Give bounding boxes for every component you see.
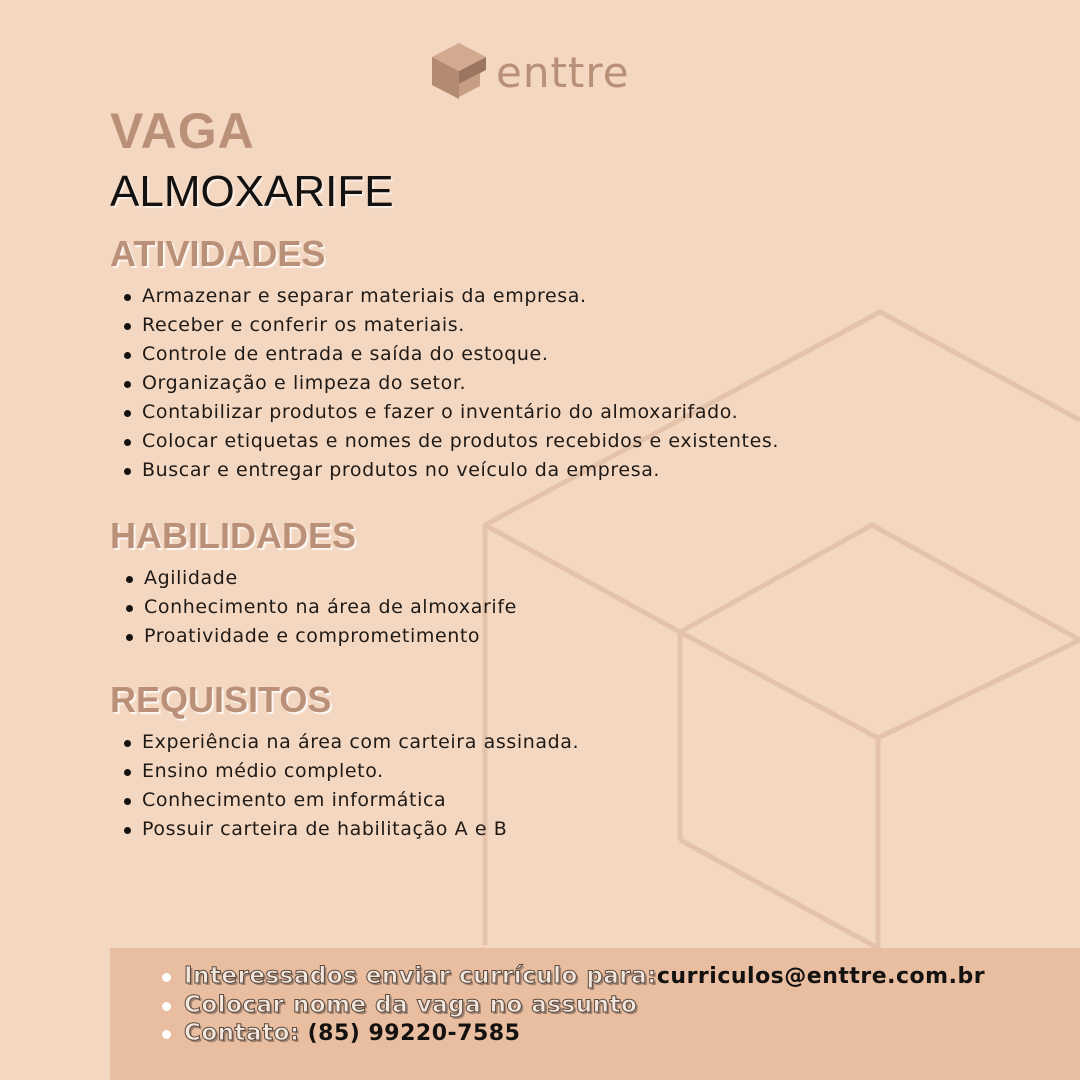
list-item: Controle de entrada e saída do estoque. — [122, 340, 779, 369]
phone-number[interactable]: (85) 99220-7585 — [307, 1021, 521, 1046]
footer-subject-item — [162, 991, 985, 1019]
requisitos-list — [110, 728, 579, 844]
requisitos-section — [110, 679, 580, 844]
habilidades-list — [110, 564, 517, 651]
email-link[interactable]: curriculos@enttre.com.br — [656, 964, 986, 989]
list-item: Agilidade — [124, 564, 517, 593]
vaga-label: VAGA — [110, 103, 255, 159]
footer-list — [162, 962, 985, 1048]
list-item: Colocar etiquetas e nomes de produtos recebidos e existentes. — [122, 427, 779, 456]
list-item: Armazenar e separar materiais da empresa. — [122, 282, 779, 311]
list-item: Conhecimento em informática — [122, 786, 579, 815]
brand-name: enttre — [496, 48, 630, 97]
list-item: Proatividade e comprometimento — [124, 622, 517, 651]
footer-contact-item — [162, 1019, 985, 1048]
list-item: Receber e conferir os materiais. — [122, 311, 779, 340]
list-item: Experiência na área com carteira assinada. — [122, 728, 579, 757]
atividades-list — [110, 282, 779, 485]
footer-contact-band — [110, 948, 1080, 1080]
habilidades-section — [110, 515, 517, 651]
list-item: Conhecimento na área de almoxarife — [124, 593, 517, 622]
subject-note: Colocar nome da vaga no assunto — [184, 992, 638, 1018]
list-item: Possuir carteira de habilitação A e B — [122, 815, 579, 844]
footer-send-item — [162, 962, 985, 991]
list-item: Contabilizar produtos e fazer o inventário do almoxarifado. — [122, 398, 779, 427]
list-item: Ensino médio completo. — [122, 757, 579, 786]
cube-logo-icon — [428, 40, 490, 102]
contact-label: Contato: — [184, 1020, 300, 1046]
brand-logo — [428, 40, 630, 102]
send-cv-label: Interessados enviar currículo para: — [184, 963, 657, 989]
atividades-section — [110, 233, 780, 485]
job-title: ALMOXARIFE — [110, 167, 394, 216]
habilidades-title: HABILIDADES — [110, 515, 357, 556]
requisitos-title: REQUISITOS — [110, 679, 332, 720]
atividades-title: ATIVIDADES — [110, 233, 326, 274]
list-item: Buscar e entregar produtos no veículo da empresa. — [122, 456, 779, 485]
list-item: Organização e limpeza do setor. — [122, 369, 779, 398]
